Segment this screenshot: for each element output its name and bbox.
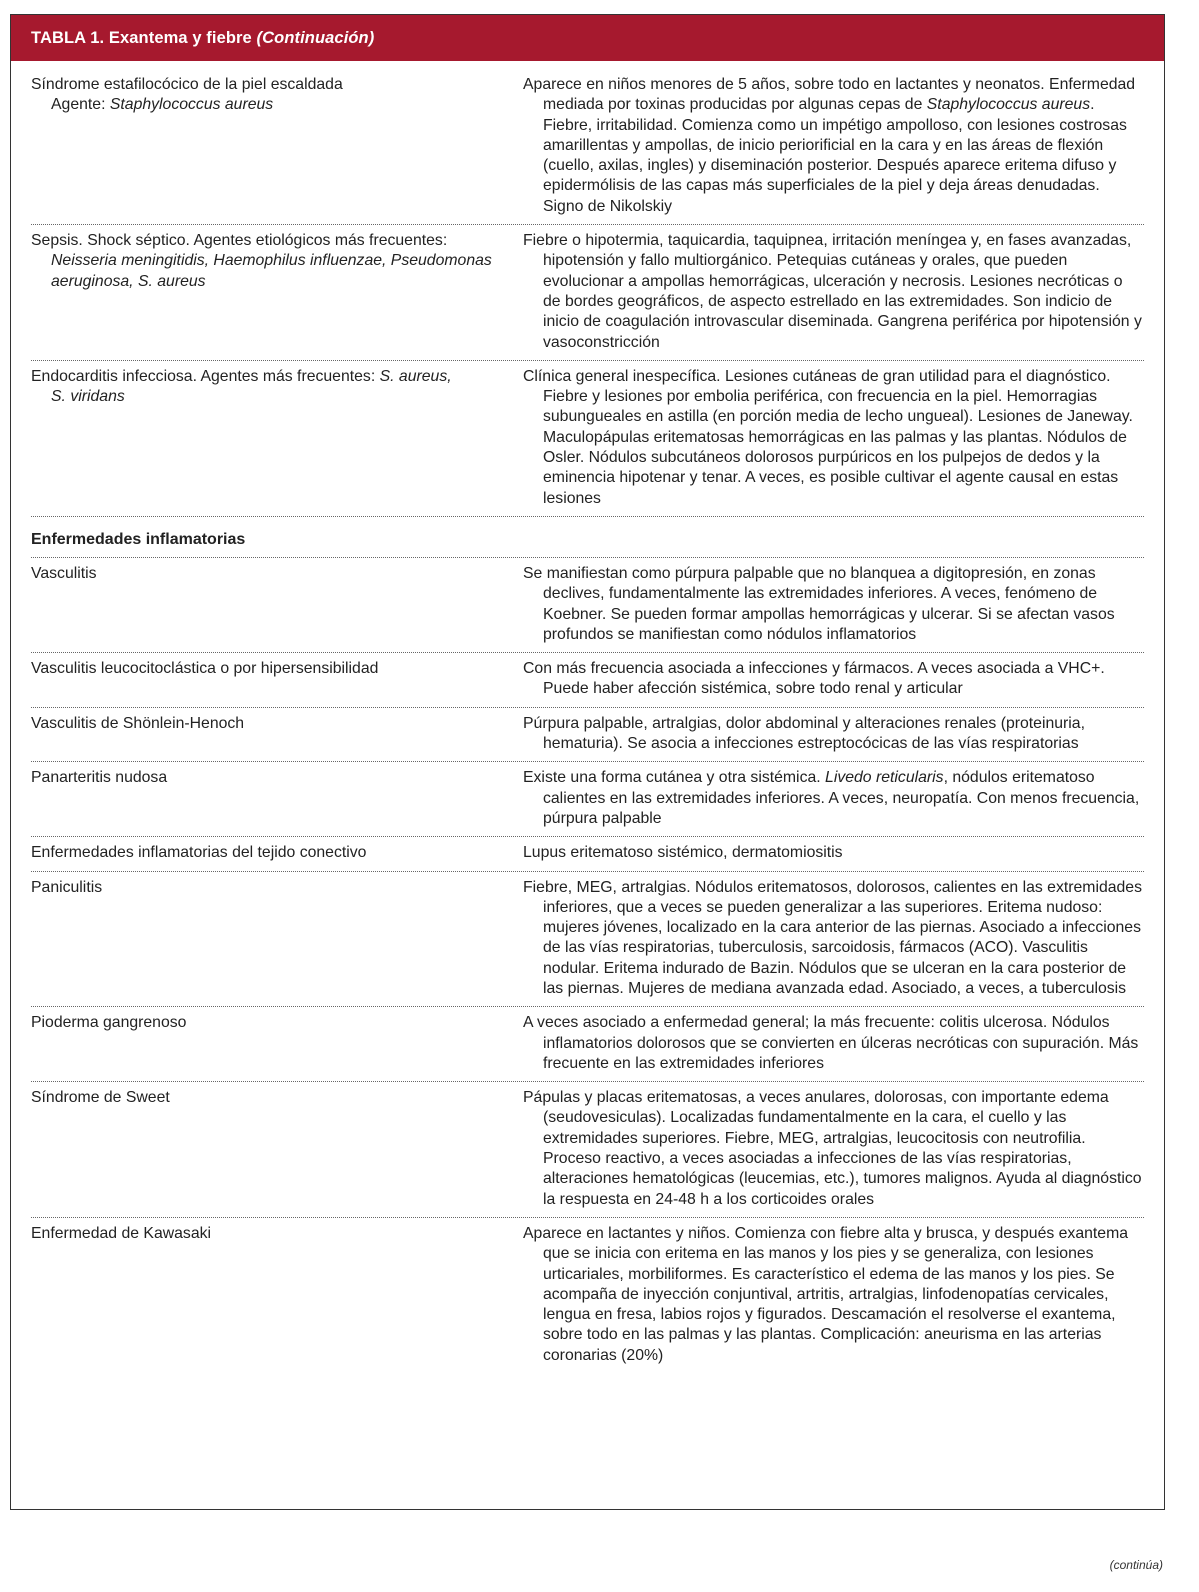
row-description: Aparece en niños menores de 5 años, sobre todo en lactantes y neonatos. Enfermedad mediada por toxinas producidas por algunas cepas de Staphylococcus aureus. Fiebre, irritabilidad. Comienza como un impétigo ampolloso, con lesiones costrosas amarillentas y ampollas, de inicio periorificial en la cara y en las áreas de flexión (cuello, axilas, ingles) y diseminación posterior. Después aparece eritema difuso y epidermólisis de las capas más superficiales de la piel y deja áreas denudadas. Signo de Nikolskiy	[523, 76, 1136, 215]
table-row	[31, 558, 1144, 653]
row-description: Fiebre o hipotermia, taquicardia, taquipnea, irritación meníngea y, en fases avanzadas, hipotensión y fallo multiorgánico. Petequias cutáneas y orales, que pueden evolucionar a ampollas hemorrágicas, ulceración y necrosis. Lesiones necróticas o de bordes geográficos, de aspecto estrellado en las extremidades. Son indicio de inicio de coagulación introvascular diseminada. Gangrena periférica por hipotensión y vasoconstricción	[523, 232, 1142, 351]
table-title-suffix: (Continuación)	[256, 29, 375, 47]
row-condition: Vasculitis leucocitoclástica o por hipersensibilidad	[31, 660, 379, 678]
table-row	[31, 69, 1144, 225]
row-condition: Síndrome estafilocócico de la piel escaldada Agente: Staphylococcus aureus	[31, 76, 343, 114]
row-condition: Endocarditis infecciosa. Agentes más frecuentes: S. aureus, S. viridans	[31, 367, 452, 406]
row-description: Clínica general inespecífica. Lesiones cutáneas de gran utilidad para el diagnóstico. Fiebre y lesiones por embolia periférica, con frecuencia en la piel. Hemorragias subungueales en astilla (en porción media de lecho ungueal). Lesiones de Janeway. Maculopápulas eritematosas hemorrágicas en las palmas y las plantas. Nódulos de Osler. Nódulos subcutáneos dolorosos purpúricos en los pulpejos de dedos y la eminencia hipotenar y tenar. A veces, es posible cultivar el agente causal en estas lesiones	[523, 367, 1133, 507]
row-condition: Vasculitis de Shönlein-Henoch	[31, 714, 245, 732]
row-condition: Panarteritis nudosa	[31, 769, 168, 787]
table-row	[31, 837, 1144, 871]
row-description: Pápulas y placas eritematosas, a veces anulares, dolorosas, con importante edema (seudovesiculas). Localizadas fundamentalmente en la cara, el cuello y las extremidades superiores. Fiebre, MEG, artralgias, leucocitosis con neutrofilia. Proceso reactivo, a veces asociadas a infecciones de las vías respiratorias, alteraciones hematológicas (leucemias, etc.), tumores malignos. Ayuda al diagnóstico la respuesta en 24-48 h a los corticoides orales	[523, 1089, 1142, 1208]
section-heading: Enfermedades inflamatorias	[31, 517, 1144, 558]
row-condition: Sepsis. Shock séptico. Agentes etiológicos más frecuentes: Neisseria meningitidis, Haemophilus influenzae, Pseudomonas aeruginosa, S. aureus	[31, 232, 492, 290]
row-description: A veces asociado a enfermedad general; la más frecuente: colitis ulcerosa. Nódulos inflamatorios dolorosos que se convierten en úlceras necróticas con supuración. Más frecuente en las extremidades inferiores	[523, 1014, 1139, 1072]
table-frame	[10, 14, 1165, 1510]
table-row	[31, 762, 1144, 837]
table-row	[31, 708, 1144, 763]
table-header	[11, 15, 1164, 61]
row-condition: Enfermedad de Kawasaki	[31, 1224, 212, 1242]
table-row	[31, 1007, 1144, 1082]
row-description: Existe una forma cutánea y otra sistémica. Livedo reticularis, nódulos eritematoso calientes en las extremidades inferiores. A veces, neuropatía. Con menos frecuencia, púrpura palpable	[523, 769, 1140, 827]
row-description: Lupus eritematoso sistémico, dermatomiositis	[523, 844, 843, 862]
row-condition: Síndrome de Sweet	[31, 1089, 170, 1107]
row-condition: Enfermedades inflamatorias del tejido conectivo	[31, 844, 367, 862]
row-description: Aparece en lactantes y niños. Comienza con fiebre alta y brusca, y después exantema que se inicia con eritema en las manos y los pies y se generaliza, con lesiones urticariales, morbiliformes. Es característico el edema de las manos y los pies. Se acompaña de inyección conjuntival, artritis, artralgias, linfodenopatías cervicales, lengua en fresa, labios rojos y figurados. Descamación el resolverse el exantema, sobre todo en las palmas y las plantas. Complicación: aneurisma en las arterias coronarias (20%)	[523, 1224, 1129, 1364]
table-row	[31, 653, 1144, 708]
row-condition: Vasculitis	[31, 564, 97, 582]
row-description: Fiebre, MEG, artralgias. Nódulos eritematosos, dolorosos, calientes en las extremidades inferiores, que a veces se pueden generalizar a las superiores. Eritema nudoso: mujeres jóvenes, localizado en la cara anterior de las piernas. Asociado a infecciones de las vías respiratorias, tuberculosis, sarcoidosis, fármacos (ACO). Vasculitis nodular. Eritema indurado de Bazin. Nódulos que se ulceran en la cara posterior de las piernas. Mujeres de mediana avanzada edad. Asociado, a veces, a tuberculosis	[523, 878, 1142, 997]
table-row	[31, 1218, 1144, 1373]
table-body	[11, 61, 1164, 1373]
table-title: TABLA 1. Exantema y fiebre	[31, 29, 252, 47]
table-row	[31, 872, 1144, 1008]
table-row	[31, 1082, 1144, 1218]
row-condition: Paniculitis	[31, 878, 103, 896]
row-description: Con más frecuencia asociada a infecciones y fármacos. A veces asociada a VHC+. Puede haber afección sistémica, sobre todo renal y articular	[523, 660, 1105, 698]
table-row	[31, 361, 1144, 517]
row-description: Se manifiestan como púrpura palpable que no blanquea a digitopresión, en zonas declives, fundamentalmente las extremidades inferiores. A veces, fenómeno de Koebner. Se pueden formar ampollas hemorrágicas y ulcerar. Si se afectan vasos profundos se manifiestan como nódulos inflamatorios	[523, 564, 1115, 643]
row-description: Púrpura palpable, artralgias, dolor abdominal y alteraciones renales (proteinuria, hematuria). Se asocia a infecciones estreptocócicas de las vías respiratorias	[523, 714, 1085, 753]
continuation-note: (continúa)	[1109, 1558, 1163, 1572]
table-row	[31, 225, 1144, 361]
row-condition: Pioderma gangrenoso	[31, 1014, 187, 1032]
